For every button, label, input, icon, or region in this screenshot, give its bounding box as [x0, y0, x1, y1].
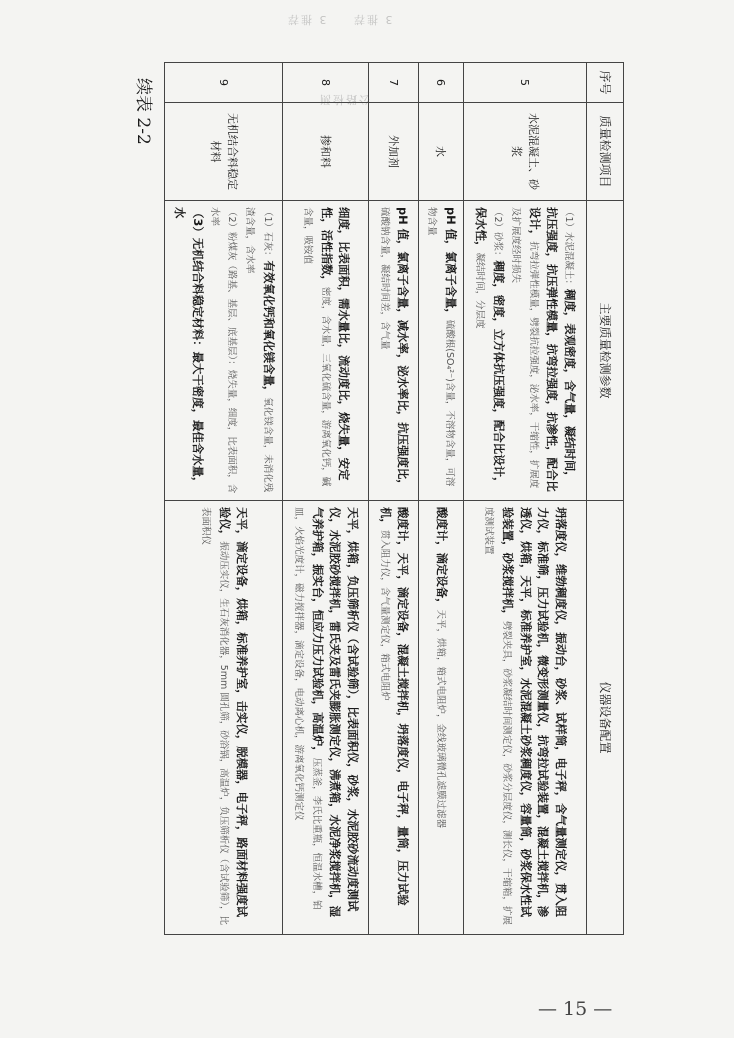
- row-index-text: 9: [217, 79, 231, 86]
- row-equipment: [369, 501, 419, 935]
- row-params: [369, 201, 419, 501]
- param-segment: 稠度，密度，立方体抗压强度，配合比设计，保水性，: [474, 207, 507, 489]
- bleed-through-text: 公路检测: [318, 93, 370, 106]
- param-segment: （1）水泥混凝土：: [562, 207, 574, 290]
- row-equipment: [419, 501, 463, 935]
- param-segment: pH 值，氯离子含量，减水率，泌水率比，抗压强度比，: [396, 207, 411, 491]
- row-item: [463, 103, 586, 201]
- row-item-text: 外加剂: [387, 135, 401, 168]
- header-index: 序号: [587, 63, 624, 103]
- row-index-text: 6: [434, 79, 448, 86]
- row-index: [369, 63, 419, 103]
- table-row: [283, 63, 369, 935]
- param-segment: pH 值，氯离子含量，: [443, 207, 458, 320]
- equipment-segment: 酸度计，天平，滴定设备，混凝土搅拌机，坍落度仪，电子秤，量筒，压力试验机，: [378, 507, 411, 906]
- param-segment: 硫酸钠含量，凝结时间差，含气量: [378, 207, 390, 350]
- header-item: 质量检测项目: [587, 103, 624, 201]
- rotated-table-block: [114, 62, 624, 934]
- row-equipment: [463, 501, 586, 935]
- row-params: [463, 201, 586, 501]
- row-params: [283, 201, 369, 501]
- row-params: [419, 201, 463, 501]
- param-segment: 细度，比表面积，需水量比，流动度比，烧失量，安定性，活性指数，: [319, 207, 352, 481]
- table-row: [165, 63, 283, 935]
- row-index-text: 5: [518, 79, 532, 86]
- row-item-text: 无机结合料稳定材料: [208, 113, 239, 190]
- equipment-segment: 天平，烘箱，箱式电阻炉，金线玻璃微孔滤膜过滤器: [434, 609, 446, 829]
- header-params: 主要质量检测参数: [587, 201, 624, 501]
- table-row: [369, 63, 419, 935]
- row-index-text: 8: [319, 79, 333, 86]
- table-header-row: [587, 63, 624, 935]
- equipment-segment: 振动压实仪，生石灰消化器，5mm 圆孔筛，砂浴锅，高温炉，负压筛析仪（含试验筛），比表面积仪: [199, 507, 229, 926]
- table-row: [463, 63, 586, 935]
- row-item: [419, 103, 463, 201]
- table-row: [419, 63, 463, 935]
- row-index: [419, 63, 463, 103]
- param-segment: 抗弯拉弹性模量，劈裂抗拉强度，泌水率，干缩性，扩展度及扩展度经时损失: [509, 207, 539, 489]
- row-item: [283, 103, 369, 201]
- row-index: [463, 63, 586, 103]
- param-segment: （2）砂浆：: [492, 207, 504, 261]
- equipment-segment: 天平，滴定设备，烘箱，标准养护室，击实仪，脱模器，电子秤，路面材料强度试验仪，: [217, 507, 250, 918]
- row-item-text: 水: [434, 146, 448, 157]
- bleed-through-text: 3 推荐: [286, 13, 327, 26]
- equipment-segment: 酸度计，滴定设备，: [434, 507, 449, 610]
- row-equipment: [283, 501, 369, 935]
- row-params: [165, 201, 283, 501]
- row-item-text: 水泥混凝土、砂浆: [509, 113, 540, 190]
- param-segment: （2）粉煤灰（路基、基层、底基层）：烧失量，细度，比表面积，含水率: [208, 207, 238, 494]
- equipment-segment: 贯入阻力仪，含气量测定仪，箱式电阻炉: [378, 529, 390, 701]
- equipment-segment: 压蒸釜，李氏比重瓶，恒温水槽，铂皿，火焰光度计，磁力搅拌器，滴定设备，电动离心机，游离氧化钙测定仪: [293, 507, 322, 910]
- bleed-through-text: 3 推荐: [352, 13, 393, 26]
- header-equipment: 仪器设备配置: [587, 501, 624, 935]
- equipment-segment: 坍落度仪，维勃稠度仪，振动台，砂浆、试样筒，电子秤，含气量测定仪，贯入阻力仪，标准筛，压力试验机，微变形测量仪，抗弯拉试验装置，混凝土搅拌机，渗透仪，烘箱，天平，标准养护室，水泥混凝土砂浆稠度仪，容量筒，砂浆保水性试验装置，砂浆搅拌机，: [501, 507, 569, 918]
- param-segment: 氧化镁含量，未消化残渣含量，含水率: [244, 207, 273, 493]
- row-index: [283, 63, 369, 103]
- row-equipment: [165, 501, 283, 935]
- row-index-text: 7: [387, 79, 401, 86]
- row-index: [165, 63, 283, 103]
- row-item-text: 掺和料: [319, 135, 333, 168]
- param-segment: 凝结时间，分层度: [474, 252, 486, 329]
- page-number: — 15 —: [538, 998, 613, 1020]
- equipment-segment: 劈裂夹具，砂浆凝结时间测定仪，砂浆分层度仪，测长仪，干缩箱，扩展度测试装置: [483, 507, 513, 925]
- param-segment: （3）无机结合料稳定材料：最大干密度，最佳含水量，水: [173, 207, 205, 489]
- param-segment: 稠度，表观密度，含气量，凝结时间，抗压强度，抗压弹性模量，抗弯拉强度，抗渗性，配合比设计，: [527, 207, 577, 492]
- equipment-segment: 天平，烘箱，负压筛析仪（含试验筛），比表面积仪，砂浆，水泥胶砂流动度测试仪，水泥胶砂搅拌机，雷氏夹及雷氏夹膨胀测定仪，沸煮箱，水泥净浆搅拌机，湿气养护箱，振实台，恒应力压力试验机，高温炉，: [310, 507, 361, 918]
- param-segment: 有效氧化钙和氧化镁含量，: [261, 260, 276, 398]
- row-item: [369, 103, 419, 201]
- quality-test-table: [164, 62, 624, 935]
- param-segment: 硫酸根(SO₄²⁻)含量，不溶物含量，可溶物含量: [425, 207, 455, 487]
- table-caption: 续表 2-2: [133, 78, 153, 145]
- row-item: [165, 103, 283, 201]
- param-segment: 密度，含水量，三氧化硫含量，游离氧化钙，碱含量，吸铵值: [301, 207, 331, 487]
- param-segment: （1）石灰：: [261, 207, 273, 261]
